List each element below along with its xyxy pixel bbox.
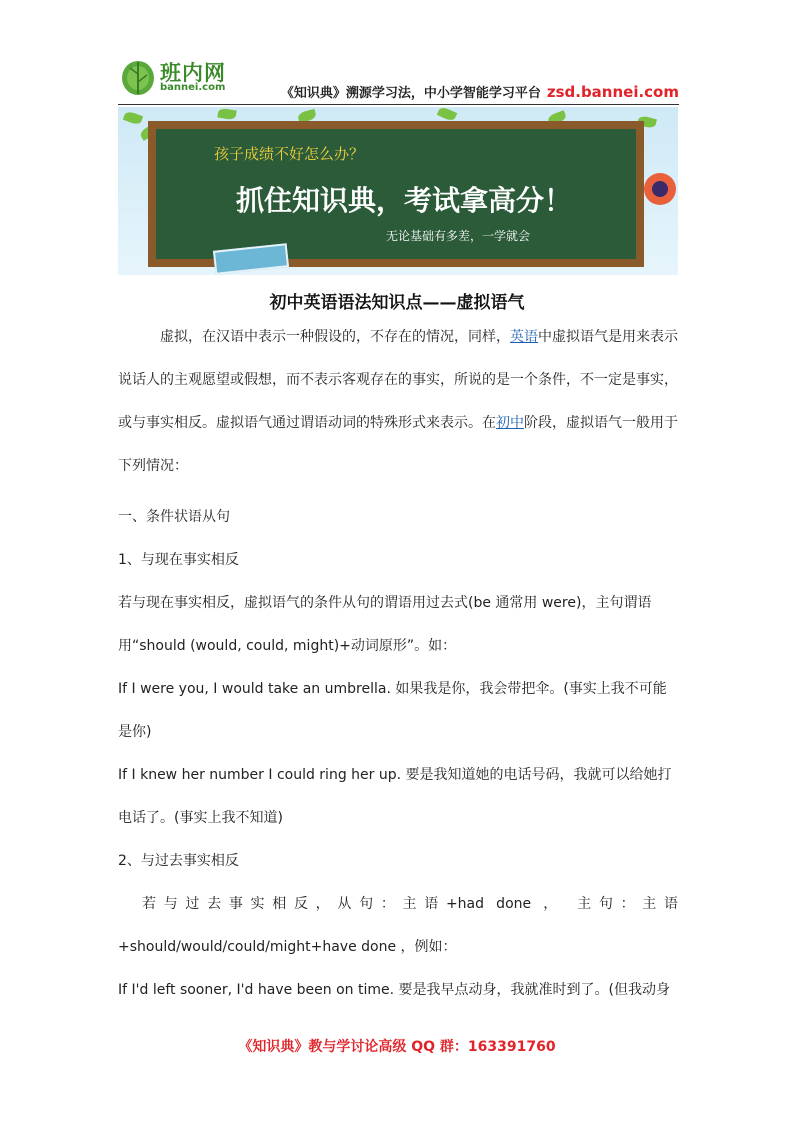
junior-high-link[interactable]: 初中	[496, 415, 524, 431]
intro-text: 中虚拟语气是用来表示说话人的主观愿望或假想，而不表示客观存在的事实，所说的是一个条件，不一定是事实，或与事实相反。虚拟语气通过谓语动词的特殊形式来表示。在	[118, 329, 678, 431]
example-paragraph: If I knew her number I could ring her up. 要是我知道她的电话号码，我就可以给她打电话了。(事实上我不知道)	[118, 767, 672, 826]
tagline-text: 《知识典》溯源学习法，中小学智能学习平台	[280, 86, 541, 101]
banner-question: 孩子成绩不好怎么办？	[214, 145, 365, 163]
logo-text: 班内网	[160, 61, 226, 85]
intro-paragraph	[118, 316, 678, 488]
example-paragraph: If I'd left sooner, I'd have been on time. 要是我早点动身，我就准时到了。(但我动身	[118, 982, 670, 998]
header-tagline	[281, 82, 679, 101]
leaf-decoration-icon	[217, 108, 236, 121]
flower-icon	[640, 169, 678, 209]
section-heading: 一、条件状语从句	[118, 509, 230, 525]
english-link[interactable]: 英语	[510, 329, 538, 345]
intro-text: 虚拟，在汉语中表示一种假设的，不存在的情况，同样，	[160, 329, 510, 345]
logo-leaf-icon	[120, 54, 160, 98]
banner-subline: 无论基础有多差，一学就会	[386, 229, 531, 243]
logo-domain: bannei.com	[160, 82, 226, 93]
page-footer: 《知识典》教与学讨论高级 QQ 群：163391760	[238, 1039, 556, 1055]
subsection-heading: 1、与现在事实相反	[118, 552, 239, 568]
example-paragraph: If I were you, I would take an umbrella. 如果我是你，我会带把伞。(事实上我不可能是你)	[118, 681, 667, 740]
intro-text: 阶段，虚拟语气一般用于下列情况：	[118, 415, 678, 474]
page-header	[118, 52, 679, 105]
promo-banner[interactable]	[118, 107, 678, 275]
chalkboard	[148, 121, 644, 267]
rule-paragraph: 若与现在事实相反，虚拟语气的条件从句的谓语用过去式(be 通常用 were)，主句谓语用“should (would, could, might)+动词原形”。如：	[118, 595, 652, 654]
leaf-decoration-icon	[123, 110, 143, 126]
rule-paragraph: 若与过去事实相反，从句：主语+had done ， 主句：主语	[142, 896, 678, 912]
eraser-icon	[213, 243, 289, 275]
site-url-link[interactable]: zsd.bannei.com	[546, 83, 679, 101]
site-logo[interactable]	[120, 54, 238, 100]
article-title: 初中英语语法知识点——虚拟语气	[269, 293, 525, 313]
subsection-heading: 2、与过去事实相反	[118, 853, 239, 869]
banner-slogan: 抓住知识典，考试拿高分！	[236, 184, 573, 217]
rule-paragraph: +should/would/could/might+have done ，例如：	[118, 939, 457, 955]
